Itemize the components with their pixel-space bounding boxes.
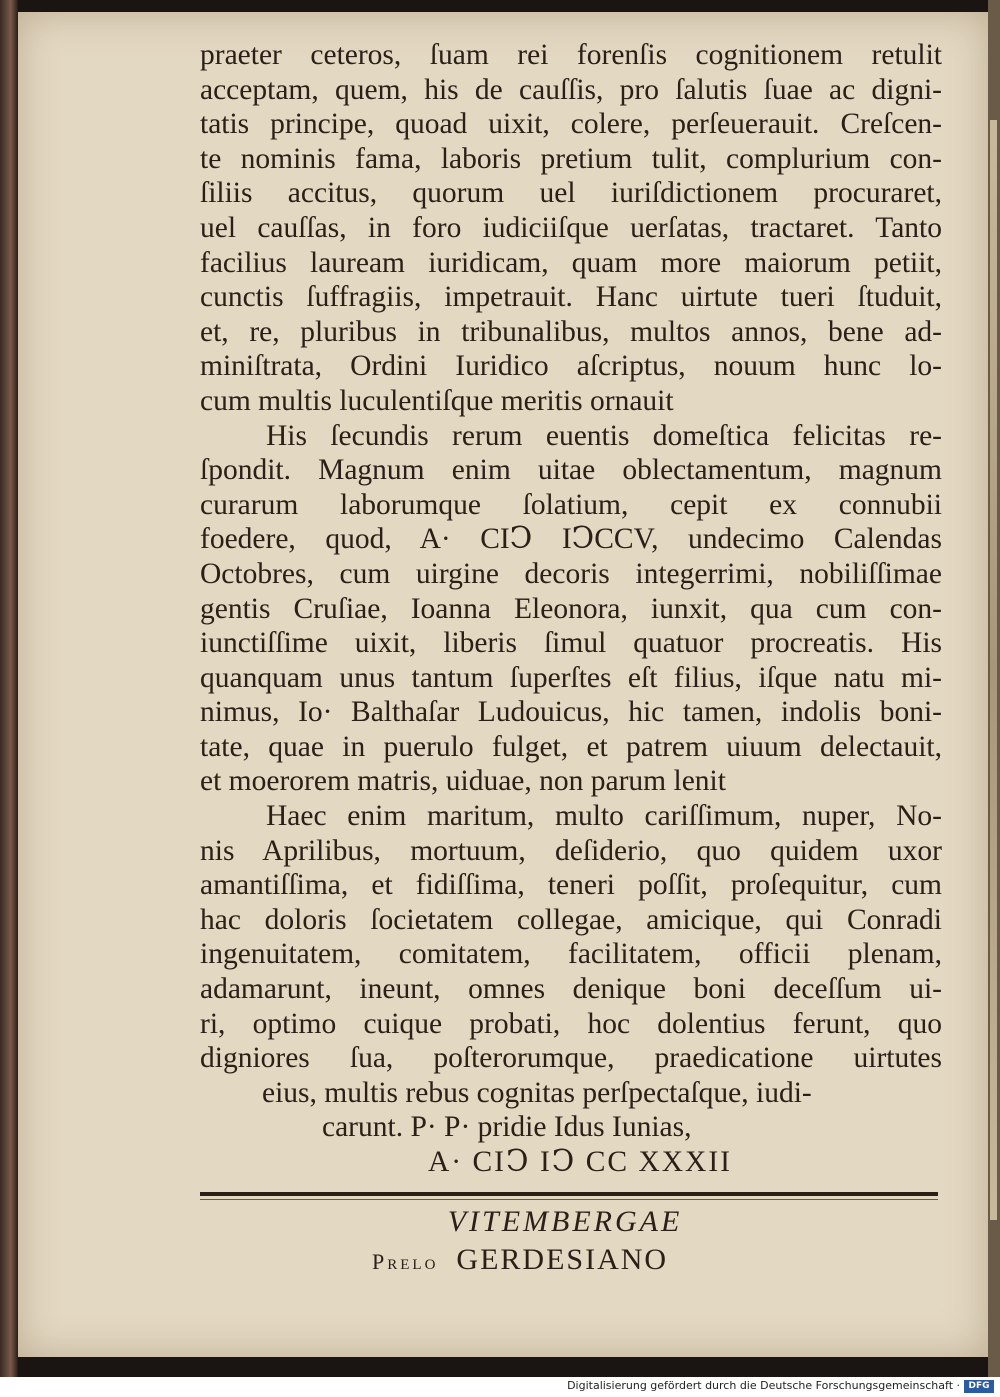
text-line: praeter ceteros, ſuam rei forenſis cognitionem retulit [200, 39, 942, 71]
text-line: hac doloris ſocietatem collegae, amicique, qui Conradi [200, 903, 942, 936]
text-line: iunctiſſime uixit, liberis ſimul quatuor procreatis. His [200, 627, 942, 660]
text-line: ſpondit. Magnum enim uitae oblectamentum, magnum [200, 454, 942, 487]
text-line: et, re, pluribus in tribunalibus, multos annos, bene ad- [200, 315, 942, 348]
footer-credit: Digitalisierung gefördert durch die Deutsche Forschungsgemeinschaft · [567, 1379, 960, 1392]
imprint-city: VITEMBERGAE [447, 1205, 683, 1238]
text-line: tatis principe, quoad uixit, colere, perſeuerauit. Creſcen- [200, 108, 942, 141]
text-line: facilius lauream iuridicam, quam more maiorum petiit, [200, 246, 942, 279]
digitization-footer [0, 1377, 1000, 1397]
text-line: cum multis luculentiſque meritis ornauit [200, 384, 674, 417]
dfg-logo-icon: DFG [964, 1380, 994, 1393]
text-line: ri, optimo cuique probati, hoc dolentius ferunt, quo [200, 1007, 942, 1040]
paragraph-start-line: His ſecundis rerum euentis domeſtica felicitas re- [266, 419, 942, 452]
text-line: amantiſſima, et fidiſſima, teneri poſſit, proſequitur, cum [200, 869, 942, 902]
text-line: Octobres, cum uirgine decoris integerrimi, nobiliſſimae [200, 557, 942, 590]
book-spine-edge [0, 0, 18, 1397]
imprint-press-prefix: Prelo [372, 1249, 439, 1274]
imprint-press-name: GERDESIANO [456, 1243, 669, 1276]
text-line: curarum laborumque ſolatium, cepit ex connubii [200, 488, 942, 521]
text-line: adamarunt, ineunt, omnes denique boni deceſſum ui- [200, 973, 942, 1006]
date-line: A· CIↃ IↃ CC XXXII [428, 1146, 733, 1178]
text-line: quanquam unus tantum ſuperſtes eſt filius, iſque natu mi- [200, 661, 942, 694]
imprint-rule-thin [200, 1199, 938, 1200]
text-line: te nominis fama, laboris pretium tulit, complurium con- [200, 142, 942, 175]
text-line: uel cauſſas, in foro iudiciiſque uerſatas, tractaret. Tanto [200, 211, 942, 244]
paragraph-start-line: Haec enim maritum, multo cariſſimum, nuper, No- [266, 800, 942, 833]
page-stack-edge [988, 0, 1000, 1397]
body-text [200, 38, 942, 1180]
text-line: acceptam, quem, his de cauſſis, pro ſalutis ſuae ac digni- [200, 73, 942, 106]
text-line: et moerorem matris, uiduae, non parum lenit [200, 765, 726, 798]
text-line: ingenuitatem, comitatem, facilitatem, officii plenam, [200, 938, 942, 971]
text-line: nimus, Io· Balthaſar Ludouicus, hic tamen, indolis boni- [200, 696, 942, 729]
text-line: cunctis ſuffragiis, impetrauit. Hanc uirtute tueri ſtuduit, [200, 281, 942, 314]
text-line: gentis Cruſiae, Ioanna Eleonora, iunxit, qua cum con- [200, 592, 942, 625]
text-line: ſiliis accitus, quorum uel iuriſdictionem procuraret, [200, 177, 942, 210]
text-line: tate, quae in puerulo fulget, et patrem uiuum delectauit, [200, 730, 942, 763]
text-line: nis Aprilibus, mortuum, deſiderio, quo quidem uxor [200, 834, 942, 867]
imprint-rule [200, 1192, 938, 1196]
imprint-press [372, 1243, 668, 1277]
closing-line: eius, multis rebus cognitas perſpectaſque, iudi- [262, 1076, 812, 1109]
text-line: miniſtrata, Ordini Iuridico aſcriptus, nouum hunc lo- [200, 350, 942, 383]
text-line: foedere, quod, A· CIↃ IↃCCV, undecimo Calendas [200, 523, 942, 556]
closing-line: carunt. P· P· pridie Idus Iunias, [322, 1111, 692, 1144]
text-line: digniores ſua, poſterorumque, praedicatione uirtutes [200, 1042, 942, 1075]
